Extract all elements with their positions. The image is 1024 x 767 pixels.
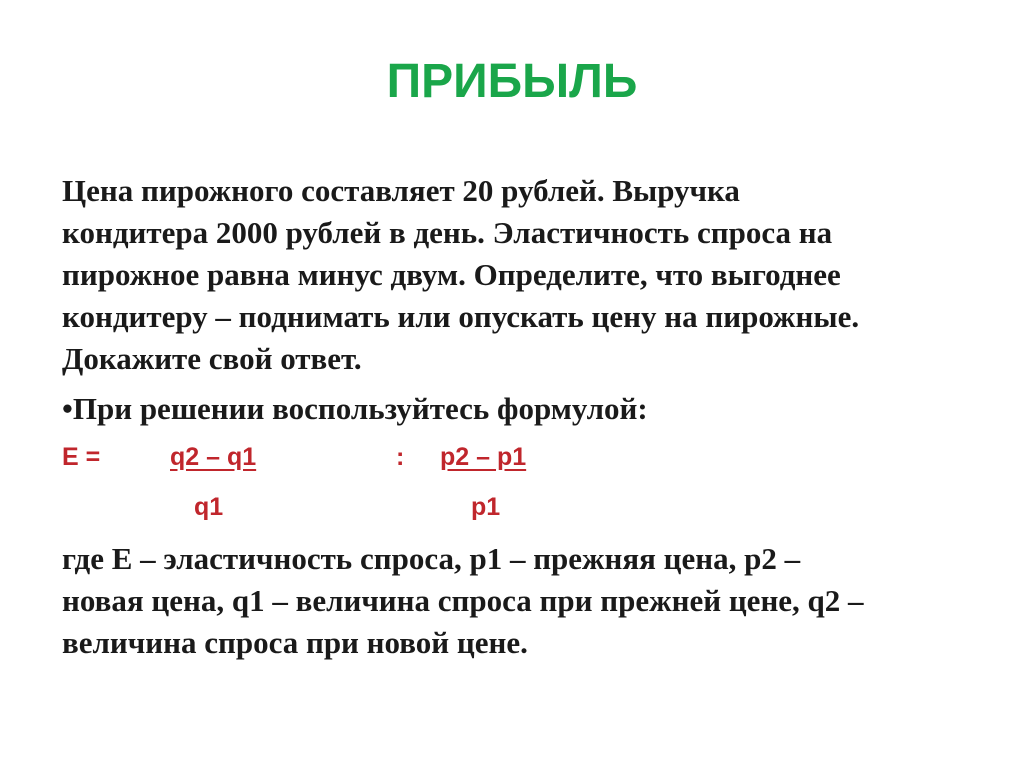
- problem-line: кондитеру – поднимать или опускать цену на пирожные.: [62, 299, 860, 334]
- problem-line: пирожное равна минус двум. Определите, что выгоднее: [62, 257, 841, 292]
- legend-line: где Е – эластичность спроса, р1 – прежняя цена, р2 –: [62, 541, 801, 576]
- slide-title: ПРИБЫЛЬ: [386, 55, 638, 108]
- formula-hint: •При решении воспользуйтесь формулой:: [62, 391, 648, 426]
- problem-line: Докажите свой ответ.: [62, 341, 362, 376]
- problem-text: [62, 170, 982, 380]
- formula-price-numerator: p2 – p1: [440, 443, 527, 471]
- formula-quantity-numerator: q2 – q1: [170, 443, 257, 471]
- formula-divider: :: [396, 443, 405, 471]
- formula-quantity-denominator: q1: [194, 493, 224, 521]
- formula-legend: [62, 538, 992, 664]
- elasticity-formula: [62, 436, 662, 526]
- legend-line: величина спроса при новой цене.: [62, 625, 528, 660]
- formula-lhs: Е =: [62, 443, 101, 471]
- legend-line: новая цена, q1 – величина спроса при прежней цене, q2 –: [62, 583, 864, 618]
- formula-price-denominator: p1: [471, 493, 501, 521]
- problem-line: Цена пирожного составляет 20 рублей. Выручка: [62, 173, 740, 208]
- problem-line: кондитера 2000 рублей в день. Эластичность спроса на: [62, 215, 833, 250]
